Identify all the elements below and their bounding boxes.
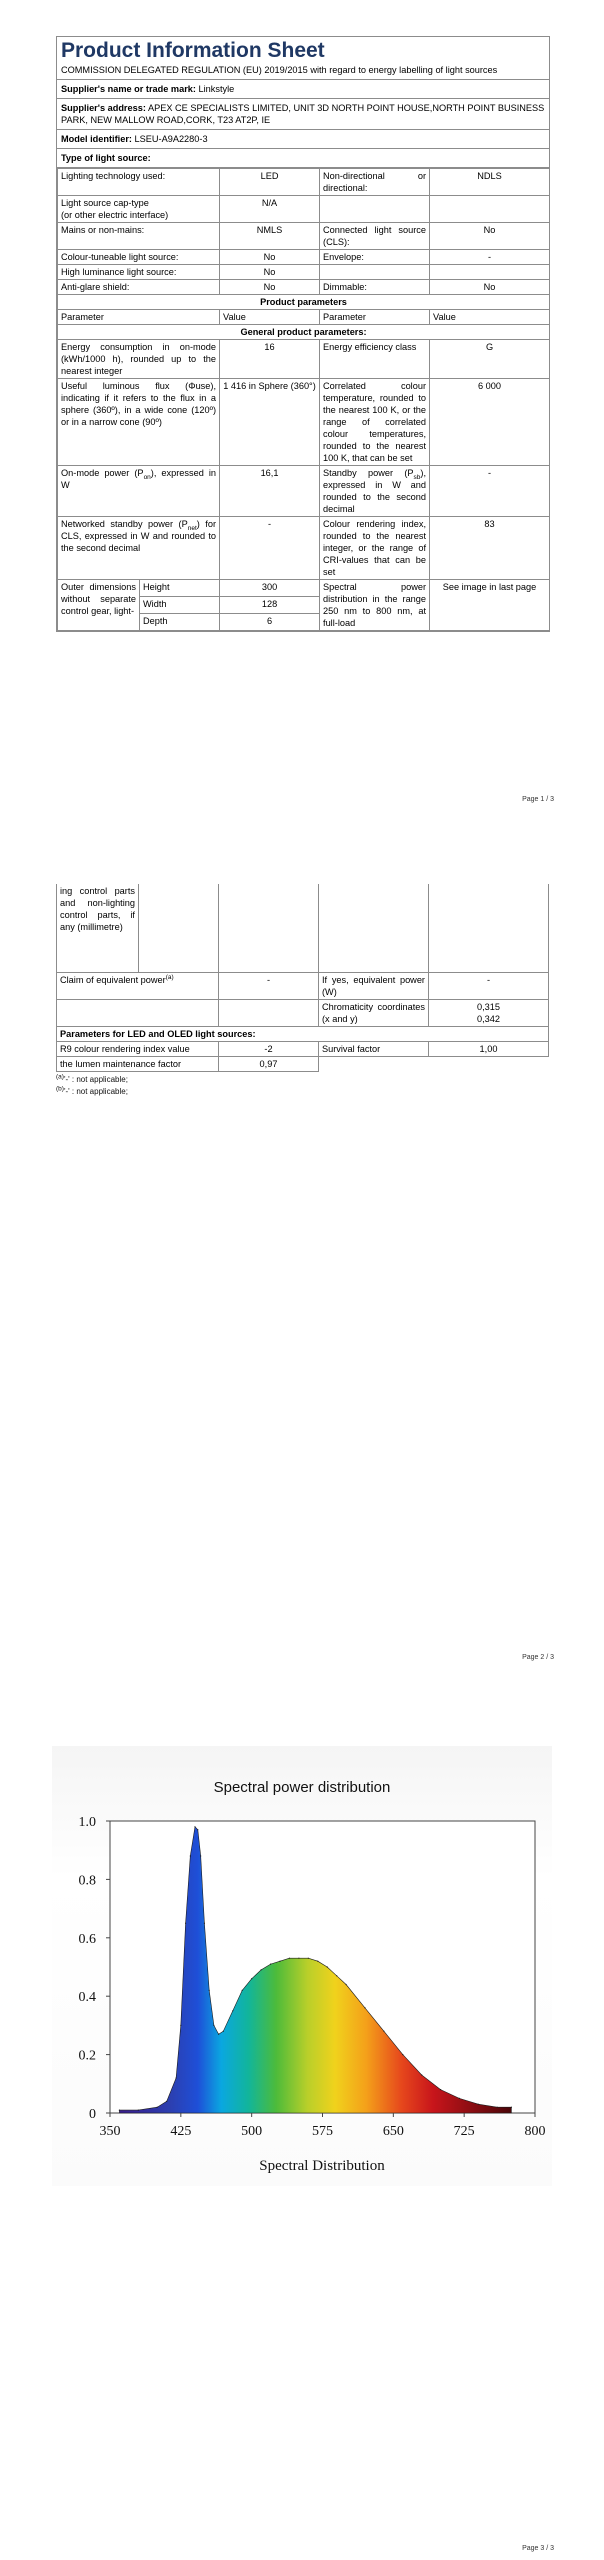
empty-cell [219, 884, 319, 973]
footnote-a-text: '-' : not applicable; [63, 1075, 128, 1084]
envelope-value: - [430, 250, 550, 265]
spectrum-point [279, 1961, 280, 1962]
x-axis-label: Spectral Distribution [259, 2158, 385, 2174]
model-label: Model identifier: [61, 134, 132, 144]
energy-label: Energy consumption in on-mode (kWh/1000 h), rounded up to the nearest integer [58, 340, 220, 379]
col-value-header: Value [220, 310, 320, 325]
spectrum-point [200, 1855, 201, 1856]
spectrum-point [213, 2025, 214, 2026]
empty-cell [319, 884, 429, 973]
x-tick-label: 650 [382, 2124, 404, 2139]
table-row [58, 169, 550, 196]
spectrum-point [197, 1829, 198, 1830]
page-number: Page 3 / 3 [522, 2545, 554, 2552]
height-label: Height [140, 580, 220, 597]
spectrum-point [421, 2074, 422, 2075]
energy-value: 16 [220, 340, 320, 379]
envelope-label: Envelope: [320, 250, 430, 265]
equiv-label-text: Claim of equivalent power [60, 975, 166, 985]
spectrum-point [185, 1923, 186, 1924]
class-value: G [430, 340, 550, 379]
general-section-title: General product parameters: [58, 325, 550, 340]
table-row [58, 466, 550, 517]
spectrum-point [383, 2031, 384, 2032]
empty-cell [57, 1000, 219, 1027]
spectrum-point [166, 2101, 167, 2102]
dimensions-label: Outer dimensions without separate control gear, light- [58, 580, 140, 631]
regulation-text: COMMISSION DELEGATED REGULATION (EU) 2019/2015 with regard to energy labelling of light sources [57, 63, 549, 80]
model-row [57, 130, 549, 149]
flux-label: Useful luminous flux (Φuse), indicating if it refers to the flux in a sphere (360º), in a wide cone (120º) or in a narrow cone (90º) [58, 379, 220, 466]
parameters-table [57, 168, 550, 631]
empty-cell [219, 1000, 319, 1027]
flux-value: 1 416 in Sphere (360°) [220, 379, 320, 466]
model-identifier: LSEU-A9A2280-3 [134, 134, 208, 144]
table-row [58, 310, 550, 325]
empty-cell [320, 265, 430, 280]
spectrum-point [190, 1855, 191, 1856]
spectrum-point [308, 1958, 309, 1959]
spectrum-point [478, 2104, 479, 2105]
spectrum-point [402, 2054, 403, 2055]
x-tick-label: 425 [170, 2124, 192, 2139]
directional-label: Non-directional or directional: [320, 169, 430, 196]
standby-label-text: Standby power (P [323, 468, 414, 478]
y-tick-label: 0.2 [78, 2048, 96, 2064]
x-tick-label: 350 [99, 2124, 121, 2139]
spectrum-point [218, 2034, 219, 2035]
tech-value: LED [220, 169, 320, 196]
page-number: Page 2 / 3 [522, 1654, 554, 1661]
height-value: 300 [220, 580, 320, 597]
equiv-footnote-mark: (a) [165, 973, 174, 981]
empty-cell [430, 265, 550, 280]
table-row [58, 325, 550, 340]
spectrum-point [346, 1984, 347, 1985]
net-standby-value: - [220, 517, 320, 580]
antiglare-label: Anti-glare shield: [58, 280, 220, 295]
table-row [58, 223, 550, 250]
cls-label: Connected light source (CLS): [320, 223, 430, 250]
empty-cell [429, 884, 549, 973]
spectrum-point [459, 2098, 460, 2099]
supplier-address-label: Supplier's address: [61, 103, 146, 113]
antiglare-value: No [220, 280, 320, 295]
spectrum-point [336, 1975, 337, 1976]
standby-label [320, 466, 430, 517]
section-title: Product parameters [58, 295, 550, 310]
x-tick-label: 800 [524, 2124, 546, 2139]
cap-label [58, 196, 220, 223]
supplier-address-row [57, 99, 549, 130]
table-row [57, 1000, 549, 1027]
cri-value: 83 [430, 517, 550, 580]
x-tick-label: 500 [241, 2124, 263, 2139]
net-standby-label [58, 517, 220, 580]
tech-label: Lighting technology used: [58, 169, 220, 196]
table-row [58, 580, 550, 597]
equiv-yes-label: If yes, equivalent power (W) [319, 973, 429, 1000]
spectrum-point [364, 2007, 365, 2008]
table-row [57, 1027, 549, 1042]
width-value: 128 [220, 597, 320, 614]
dimensions-label-continued: ing control parts and non-lighting control parts, if any (millimetre) [57, 884, 139, 973]
page-number: Page 1 / 3 [522, 796, 554, 803]
chromaticity-y: 0,342 [477, 1014, 500, 1024]
spectrum-point [242, 1990, 243, 1991]
spectrum-point [289, 1958, 290, 1959]
onmode-label-text: On-mode power (P [61, 468, 144, 478]
footnote-b-mark: (b) [56, 1085, 64, 1093]
spectrum-point [232, 2010, 233, 2011]
onmode-label-sub: on [143, 473, 151, 481]
cls-value: No [430, 223, 550, 250]
footnote-a-mark: (a) [56, 1073, 64, 1081]
supplier-name: Linkstyle [198, 84, 235, 94]
onmode-label-text-end: ), expressed in W [61, 468, 216, 490]
cap-label-line1: Light source cap-type [61, 198, 149, 208]
y-tick-label: 0.8 [78, 1873, 96, 1889]
onmode-value: 16,1 [220, 466, 320, 517]
footnote-b [56, 1086, 549, 1098]
x-axis-ticks [100, 2113, 546, 2139]
tuneable-value: No [220, 250, 320, 265]
y-tick-label: 0.4 [78, 1990, 96, 2006]
table-continuation [56, 884, 549, 1098]
tuneable-label: Colour-tuneable light source: [58, 250, 220, 265]
type-label: Type of light source: [61, 153, 151, 163]
class-label: Energy efficiency class [320, 340, 430, 379]
parameters-table-continued [56, 884, 549, 1072]
footnote-b-text: '-' : not applicable; [63, 1087, 128, 1096]
table-row [58, 340, 550, 379]
table-row [57, 884, 549, 973]
spectral-chart-frame [52, 1746, 552, 2186]
footnote-a [56, 1074, 549, 1086]
equiv-value: - [219, 973, 319, 1000]
chromaticity-label: Chromaticity coordinates (x and y) [319, 1000, 429, 1027]
led-section-title: Parameters for LED and OLED light sources: [57, 1027, 549, 1042]
x-tick-label: 575 [312, 2124, 333, 2139]
spectrum-point [261, 1969, 262, 1970]
survival-label: Survival factor [319, 1042, 429, 1057]
mains-value: NMLS [220, 223, 320, 250]
directional-value: NDLS [430, 169, 550, 196]
high-luminance-value: No [220, 265, 320, 280]
lumen-maintenance-value: 0,97 [219, 1057, 319, 1072]
high-luminance-label: High luminance light source: [58, 265, 220, 280]
standby-value: - [430, 466, 550, 517]
onmode-label [58, 466, 220, 517]
col-param-header: Parameter [58, 310, 220, 325]
info-sheet [56, 36, 550, 632]
spectrum-point [317, 1961, 318, 1962]
cap-value: N/A [220, 196, 320, 223]
lumen-maintenance-label: the lumen maintenance factor [57, 1057, 219, 1072]
empty-cell [139, 884, 219, 973]
equiv-label [57, 973, 219, 1000]
page-2 [0, 884, 604, 1684]
table-row [57, 1057, 549, 1072]
cct-label: Correlated colour temperature, rounded to the nearest 100 K, or the range of correlated colour temperatures, rounded to the nearest 100 K, that can be set [320, 379, 430, 466]
survival-value: 1,00 [429, 1042, 549, 1057]
width-label: Width [140, 597, 220, 614]
empty-cell [320, 196, 430, 223]
table-row [58, 517, 550, 580]
table-row [58, 379, 550, 466]
cct-value: 6 000 [430, 379, 550, 466]
spectrum-point [440, 2089, 441, 2090]
table-row [58, 196, 550, 223]
spectrum-point [204, 1923, 205, 1924]
footnotes [56, 1074, 549, 1098]
spectrum-point [223, 2031, 224, 2032]
y-tick-label: 1.0 [78, 1815, 96, 1830]
supplier-address: APEX CE SPECIALISTS LIMITED, UNIT 3D NORTH POINT HOUSE,NORTH POINT BUSINESS PARK, NEW MALLOW ROAD,CORK, T23 AT2P, IE [61, 103, 545, 125]
spectrum-point [298, 1958, 299, 1959]
page-1 [0, 0, 604, 810]
chart-title: Spectral power distribution [213, 1779, 391, 1796]
spectrum-point [209, 1990, 210, 1991]
net-label-text: Networked standby power (P [61, 519, 188, 529]
table-row [58, 280, 550, 295]
net-label-text-end: ) for CLS, expressed in W and rounded to the second decimal [61, 519, 217, 553]
table-row [58, 250, 550, 265]
spectrum-point [194, 1826, 195, 1827]
table-row [58, 295, 550, 310]
cri-label: Colour rendering index, rounded to the nearest integer, or the range of CRI-values that can be set [320, 517, 430, 580]
depth-label: Depth [140, 614, 220, 631]
spectrum-point [157, 2107, 158, 2108]
y-tick-label: 0 [89, 2107, 96, 2122]
spectrum-point [180, 2025, 181, 2026]
spectrum-point [176, 2077, 177, 2078]
spd-value: See image in last page [430, 580, 550, 631]
page-3 [0, 1730, 604, 2560]
spectral-chart [52, 1746, 552, 2186]
x-tick-label: 725 [453, 2124, 475, 2139]
empty-cell [429, 1057, 549, 1072]
supplier-name-label: Supplier's name or trade mark: [61, 84, 196, 94]
type-row [57, 149, 549, 168]
chromaticity-x: 0,315 [477, 1002, 500, 1012]
spectrum-point [511, 2107, 512, 2108]
spectrum-point [327, 1966, 328, 1967]
spectrum-point [119, 2110, 120, 2111]
spectrum-point [497, 2107, 498, 2108]
spectrum-point [138, 2110, 139, 2111]
table-row [57, 973, 549, 1000]
empty-cell [319, 1057, 429, 1072]
supplier-name-row [57, 80, 549, 99]
y-axis-ticks [79, 1815, 111, 2122]
table-row [58, 265, 550, 280]
empty-cell [430, 196, 550, 223]
mains-label: Mains or non-mains: [58, 223, 220, 250]
spectrum-point [270, 1964, 271, 1965]
equiv-yes-value: - [429, 973, 549, 1000]
col-param-header: Parameter [320, 310, 430, 325]
chromaticity-value [429, 1000, 549, 1027]
standby-label-sub: sb [413, 473, 421, 481]
net-label-sub: net [187, 524, 197, 532]
page-title: Product Information Sheet [61, 39, 325, 62]
standby-label-text-end: ), expressed in W and rounded to the second decimal [323, 468, 427, 514]
dimmable-value: No [430, 280, 550, 295]
spectrum-point [251, 1978, 252, 1979]
spd-label: Spectral power distribution in the range 250 nm to 800 nm, at full-load [320, 580, 430, 631]
dimmable-label: Dimmable: [320, 280, 430, 295]
cap-label-line2: (or other electric interface) [61, 210, 169, 220]
col-value-header: Value [430, 310, 550, 325]
r9-value: -2 [219, 1042, 319, 1057]
table-row [57, 1042, 549, 1057]
y-tick-label: 0.6 [78, 1931, 96, 1947]
depth-value: 6 [220, 614, 320, 631]
r9-label: R9 colour rendering index value [57, 1042, 219, 1057]
